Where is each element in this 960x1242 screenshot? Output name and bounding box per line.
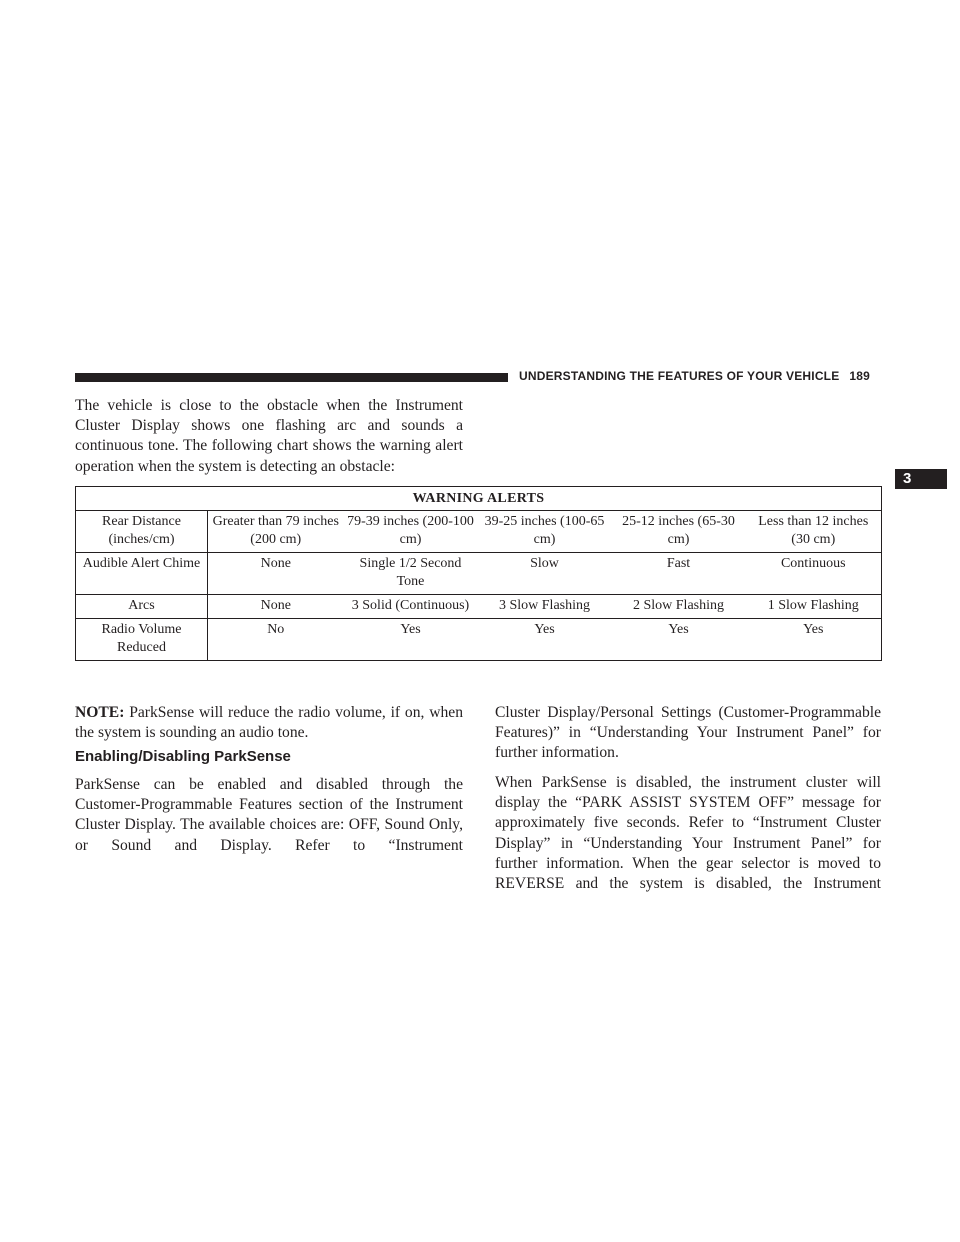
table-cell: 1 Slow Flashing [746, 595, 882, 619]
table-cell: None [208, 553, 344, 595]
table-row [76, 619, 882, 661]
table-cell: 3 Solid (Continuous) [344, 595, 478, 619]
section-paragraph-1: ParkSense can be enabled and disabled through the Customer-Programmable Features section of the Instrument Cluster Display. The available choices are: OFF, Sound Only, or Sound and Display. Refer to “Instrument [75, 776, 463, 854]
page-number: 189 [849, 369, 871, 383]
table-cell: Audible Alert Chime [76, 553, 208, 595]
note-text: ParkSense will reduce the radio volume, if on, when the system is sounding an audio tone. [75, 704, 463, 742]
table-cell: Single 1/2 Second Tone [344, 553, 478, 595]
table-cell: Yes [612, 619, 746, 661]
table-cell: Rear Distance (inches/cm) [76, 511, 208, 553]
table-cell: Fast [612, 553, 746, 595]
section-paragraph-1-continued: Cluster Display/Personal Settings (Customer-Programmable Features)” in “Understanding Your Instrument Panel” for further information. [495, 704, 881, 762]
section-paragraph-2: When ParkSense is disabled, the instrument cluster will display the “PARK ASSIST SYSTEM OFF” message for approximately five seconds. Refer to “Instrument Cluster Display” in “Understanding Your Instrument Panel” for further information. When the gear selector is moved to REVERSE and the system is disabled, the Instrument [495, 774, 881, 893]
section-title: UNDERSTANDING THE FEATURES OF YOUR VEHICLE [519, 369, 840, 383]
table-cell: Greater than 79 inches (200 cm) [208, 511, 344, 553]
table-cell: 79-39 inches (200-100 cm) [344, 511, 478, 553]
running-header [519, 369, 889, 383]
note-paragraph [75, 703, 463, 743]
section-heading: Enabling/Disabling ParkSense [75, 748, 291, 765]
table-row [76, 511, 882, 553]
warning-alerts-table [75, 486, 882, 661]
table-cell: Slow [478, 553, 612, 595]
table-cell: Yes [344, 619, 478, 661]
table-cell: 25-12 inches (65-30 cm) [612, 511, 746, 553]
table-cell: None [208, 595, 344, 619]
table-cell: Less than 12 inches (30 cm) [746, 511, 882, 553]
header-rule [75, 373, 508, 382]
table-cell: No [208, 619, 344, 661]
table-cell: Continuous [746, 553, 882, 595]
chapter-tab: 3 [895, 469, 947, 489]
table-cell: 39-25 inches (100-65 cm) [478, 511, 612, 553]
table-title: WARNING ALERTS [76, 487, 882, 511]
table-row [76, 553, 882, 595]
table-cell: Yes [746, 619, 882, 661]
table-cell: 3 Slow Flashing [478, 595, 612, 619]
table-row [76, 595, 882, 619]
table-cell: 2 Slow Flashing [612, 595, 746, 619]
table-cell: Radio Volume Reduced [76, 619, 208, 661]
table-cell: Yes [478, 619, 612, 661]
intro-paragraph: The vehicle is close to the obstacle when the Instrument Cluster Display shows one flashing arc and sounds a continuous tone. The following chart shows the warning alert operation when the system is detecting an obstacle: [75, 397, 463, 475]
note-label: NOTE: [75, 704, 125, 721]
table-cell: Arcs [76, 595, 208, 619]
